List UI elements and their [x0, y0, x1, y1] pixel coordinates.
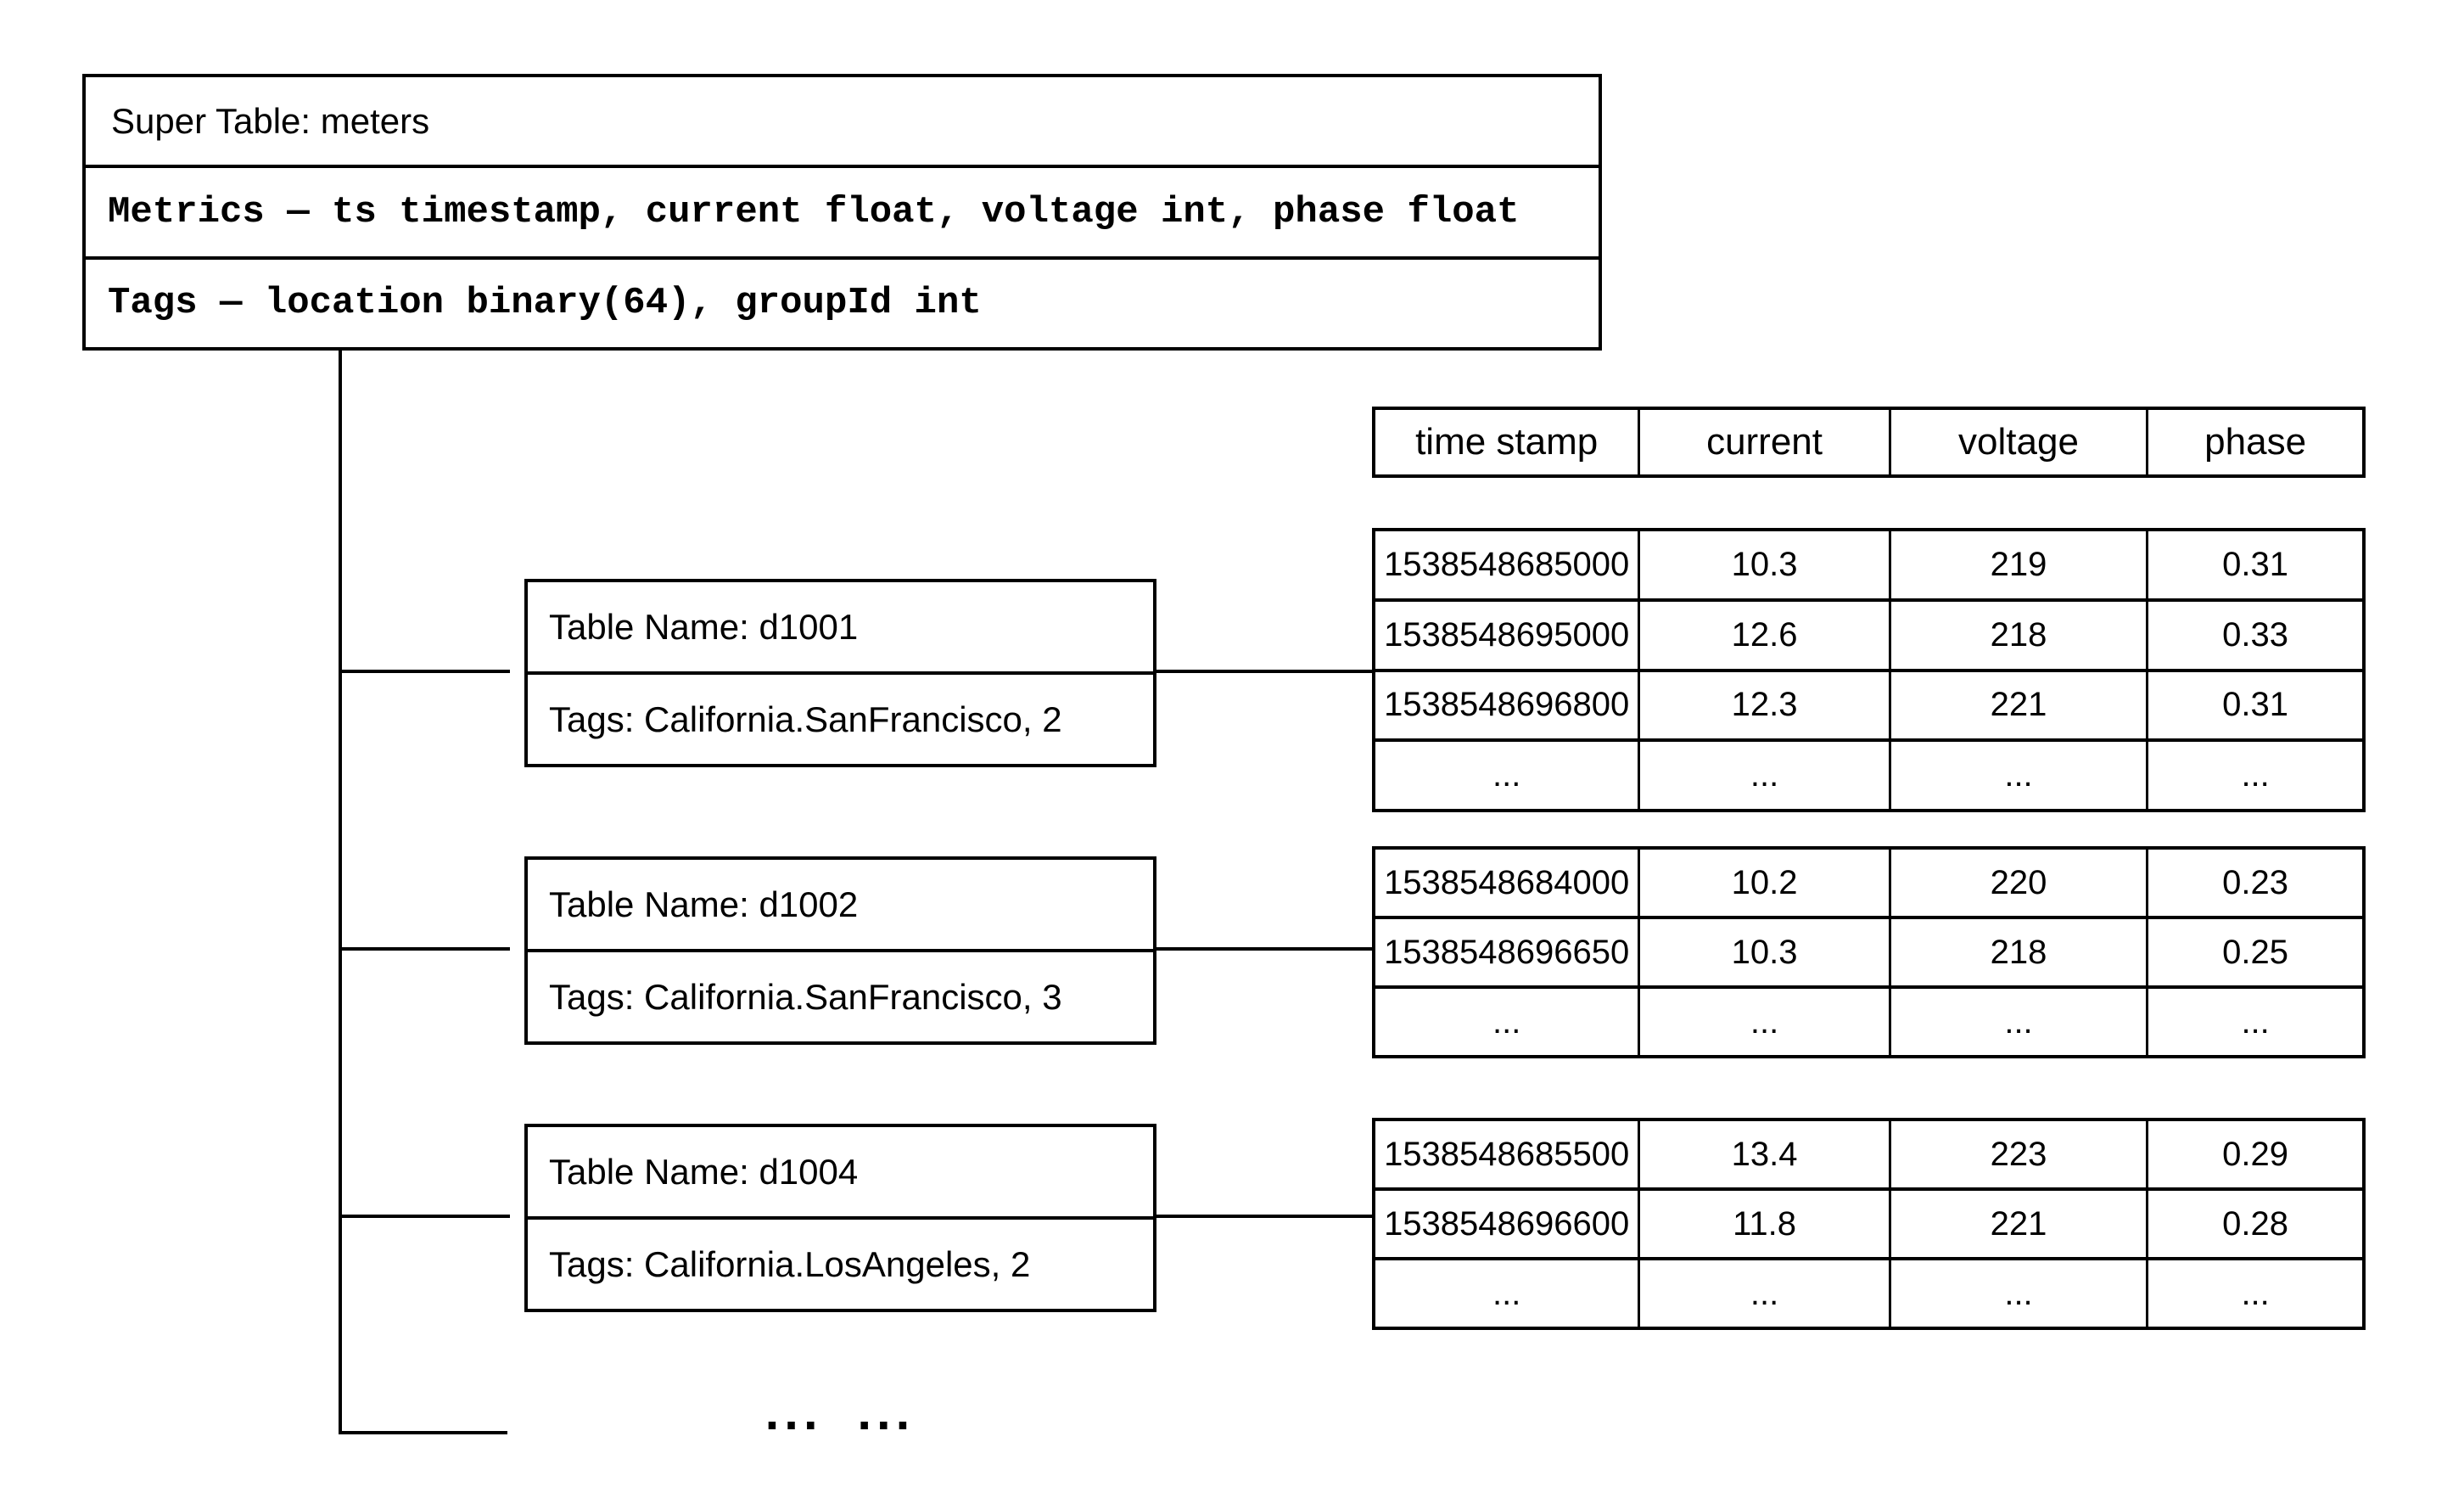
- cell-ellipsis: ...: [1492, 1274, 1521, 1312]
- cell-phase: 0.31: [2146, 531, 2362, 598]
- cell-ellipsis: ...: [1638, 989, 1888, 1055]
- table-row: [1375, 1121, 2362, 1187]
- cell-phase: 0.31: [2146, 672, 2362, 739]
- branch-line-left-d1004: [340, 1215, 510, 1218]
- table-row: [1375, 669, 2362, 739]
- cell-ellipsis: ...: [2146, 1260, 2362, 1327]
- table-row-ellipsis: [1375, 985, 2362, 1055]
- cell-ellipsis: ...: [1889, 742, 2147, 809]
- cell-current: 13.4: [1638, 1121, 1888, 1187]
- more-tables-ellipsis: ... ...: [764, 1383, 916, 1440]
- subtable-tags-d1001: Tags: California.SanFrancisco, 2: [528, 671, 1153, 764]
- table-row: [1375, 916, 2362, 985]
- cell-current: 10.2: [1638, 850, 1888, 916]
- cell-current: 10.3: [1638, 531, 1888, 598]
- subtable-box-d1001: [524, 579, 1156, 767]
- header-cell-time-stamp: time stamp: [1415, 421, 1599, 463]
- cell-ellipsis: ...: [1492, 1002, 1521, 1041]
- cell-voltage: 218: [1889, 919, 2147, 985]
- cell-ellipsis: ...: [1638, 1260, 1888, 1327]
- header-cell-current: current: [1638, 410, 1888, 474]
- cell-phase: 0.33: [2146, 602, 2362, 669]
- cell-current: 10.3: [1638, 919, 1888, 985]
- cell-ellipsis: ...: [1638, 742, 1888, 809]
- table-row: [1375, 598, 2362, 669]
- data-table-d1004: [1372, 1118, 2366, 1330]
- super-table-metrics-definition: Metrics — ts timestamp, current float, voltage int, phase float: [86, 165, 1599, 255]
- header-row: [1375, 410, 2362, 474]
- cell-voltage: 223: [1889, 1121, 2147, 1187]
- cell-timestamp: 1538548695000: [1384, 615, 1630, 654]
- cell-voltage: 218: [1889, 602, 2147, 669]
- super-table-title: Super Table: meters: [111, 100, 430, 141]
- subtable-name-d1004: Table Name: d1004: [549, 1151, 859, 1192]
- cell-current: 11.8: [1638, 1191, 1888, 1257]
- connector-trunk-line: [339, 351, 342, 1434]
- table-row: [1375, 531, 2362, 598]
- cell-timestamp: 1538548696800: [1384, 686, 1630, 724]
- cell-voltage: 220: [1889, 850, 2147, 916]
- header-cell-voltage: voltage: [1889, 410, 2147, 474]
- cell-ellipsis: ...: [2146, 742, 2362, 809]
- table-row-ellipsis: [1375, 738, 2362, 809]
- cell-current: 12.6: [1638, 602, 1888, 669]
- cell-ellipsis: ...: [1889, 989, 2147, 1055]
- cell-timestamp: 1538548685000: [1384, 545, 1630, 583]
- cell-phase: 0.23: [2146, 850, 2362, 916]
- super-table-box: [82, 74, 1602, 351]
- cell-ellipsis: ...: [2146, 989, 2362, 1055]
- cell-phase: 0.25: [2146, 919, 2362, 985]
- subtable-tags-d1004: Tags: California.LosAngeles, 2: [528, 1216, 1153, 1309]
- subtable-name-d1002: Table Name: d1002: [549, 884, 859, 924]
- header-cell-phase: phase: [2146, 410, 2362, 474]
- branch-line-right-d1004: [1155, 1215, 1372, 1218]
- branch-line-more-tables: [340, 1431, 507, 1434]
- branch-line-left-d1001: [340, 670, 510, 673]
- cell-ellipsis: ...: [1889, 1260, 2147, 1327]
- cell-phase: 0.28: [2146, 1191, 2362, 1257]
- cell-timestamp: 1538548696650: [1384, 933, 1630, 971]
- branch-line-right-d1002: [1155, 947, 1372, 951]
- cell-voltage: 221: [1889, 1191, 2147, 1257]
- data-table-d1002: [1372, 846, 2366, 1058]
- subtable-name-d1001: Table Name: d1001: [549, 606, 859, 647]
- cell-voltage: 219: [1889, 531, 2147, 598]
- table-row-ellipsis: [1375, 1257, 2362, 1327]
- table-row: [1375, 1187, 2362, 1257]
- cell-ellipsis: ...: [1492, 756, 1521, 794]
- subtable-box-d1002: [524, 856, 1156, 1045]
- cell-timestamp: 1538548685500: [1384, 1135, 1630, 1173]
- measurement-header-table: [1372, 407, 2366, 478]
- cell-timestamp: 1538548696600: [1384, 1204, 1630, 1243]
- cell-phase: 0.29: [2146, 1121, 2362, 1187]
- subtable-box-d1004: [524, 1124, 1156, 1312]
- cell-voltage: 221: [1889, 672, 2147, 739]
- branch-line-right-d1001: [1155, 670, 1372, 673]
- data-table-d1001: [1372, 528, 2366, 812]
- cell-current: 12.3: [1638, 672, 1888, 739]
- cell-timestamp: 1538548684000: [1384, 863, 1630, 901]
- subtable-tags-d1002: Tags: California.SanFrancisco, 3: [528, 949, 1153, 1041]
- super-table-tags-definition: Tags — location binary(64), groupId int: [86, 256, 1599, 347]
- branch-line-left-d1002: [340, 947, 510, 951]
- table-row: [1375, 850, 2362, 916]
